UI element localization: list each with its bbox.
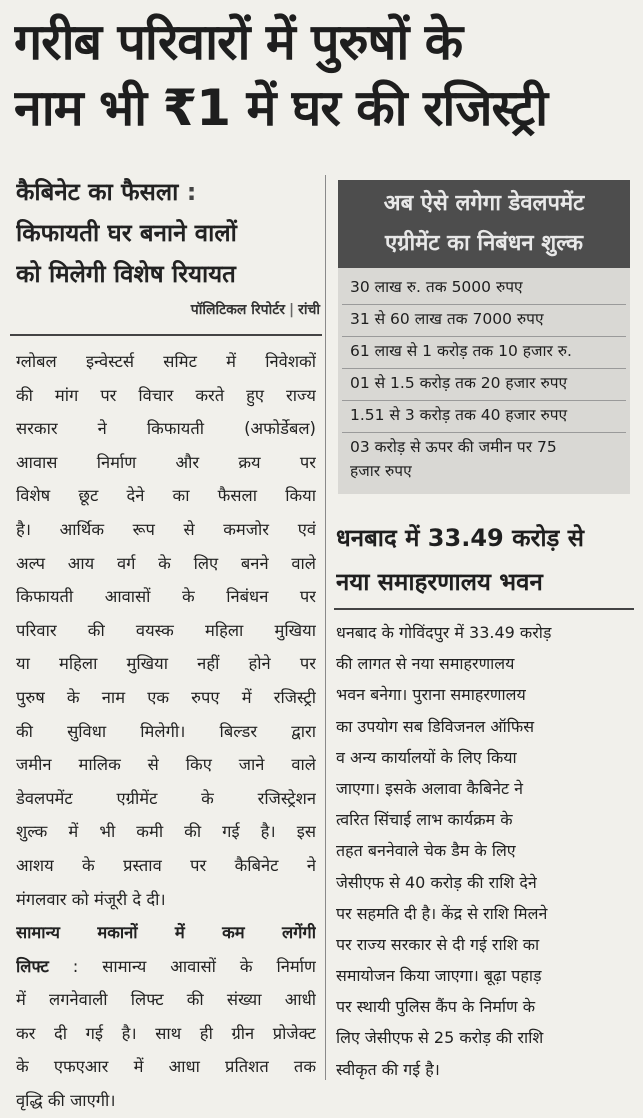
fee-divider bbox=[342, 432, 626, 433]
subheadline-lead: कैबिनेट का फैसला bbox=[16, 178, 179, 206]
story-line: पुरुष के नाम एक रुपए में रजिस्ट्री bbox=[16, 687, 316, 707]
dhanbad-line: पर सहमति दी है। केंद्र से राशि मिलने bbox=[336, 903, 548, 923]
dhanbad-line: व अन्य कार्यालयों के लिए किया bbox=[336, 747, 517, 767]
dhanbad-line: पर राज्य सरकार से दी गई राशि का bbox=[336, 934, 540, 954]
lift-line bbox=[16, 950, 316, 984]
story-line: की मांग पर विचार करते हुए राज्य bbox=[16, 385, 316, 405]
story-line: सरकार ने किफायती (अफोर्डेबल) bbox=[16, 419, 316, 439]
dhanbad-line: धनबाद के गोविंदपुर में 33.49 करोड़ bbox=[336, 623, 552, 642]
byline-city: रांची bbox=[298, 302, 320, 318]
dhanbad-rule bbox=[334, 608, 634, 610]
subheadline bbox=[16, 172, 316, 295]
dhanbad-headline-line-2: नया समाहरणालय भवन bbox=[336, 568, 543, 596]
dhanbad-line: लिए जेसीएफ से 25 करोड़ की राशि bbox=[336, 1028, 544, 1048]
byline-separator: | bbox=[289, 302, 295, 318]
dhanbad-line: पर स्थायी पुलिस कैंप के निर्माण के bbox=[336, 997, 535, 1017]
story-line: आवास निर्माण और क्रय पर bbox=[16, 452, 316, 472]
byline-rule bbox=[10, 334, 322, 336]
fee-divider bbox=[342, 400, 626, 401]
lift-lead: सामान्य मकानों में कम लगेंगी bbox=[16, 923, 316, 943]
subheadline-line-2: किफायती घर बनाने वालों bbox=[16, 219, 237, 247]
dhanbad-line: तहत बननेवाले चेक डैम के लिए bbox=[336, 841, 516, 861]
byline bbox=[16, 300, 320, 319]
dhanbad-line: जेसीएफ से 40 करोड़ की राशि देने bbox=[336, 872, 537, 892]
story-line: आशय के प्रस्ताव पर कैबिनेट ने bbox=[16, 855, 316, 875]
dhanbad-headline bbox=[336, 516, 634, 604]
dhanbad-headline-line-1: धनबाद में 33.49 करोड़ से bbox=[336, 524, 584, 552]
dhanbad-story bbox=[336, 617, 632, 1085]
lift-subhead bbox=[16, 916, 316, 950]
fee-item: हजार रुपए bbox=[350, 462, 412, 480]
story-line: है। आर्थिक रूप से कमजोर एवं bbox=[16, 519, 316, 539]
fee-divider bbox=[342, 368, 626, 369]
story-line: की सुविधा मिलेगी। बिल्डर द्वारा bbox=[16, 721, 316, 741]
subheadline-line-3: को मिलेगी विशेष रियायत bbox=[16, 260, 236, 288]
subheadline-line-1 bbox=[16, 172, 316, 213]
story-line: परिवार की वयस्क महिला मुखिया bbox=[16, 620, 316, 640]
lift-colon: : bbox=[72, 956, 79, 976]
fee-item: 31 से 60 लाख तक 7000 रुपए bbox=[350, 310, 544, 328]
dhanbad-line: स्वीकृत की गई है। bbox=[336, 1059, 440, 1079]
lift-line: के एफएआर में आधा प्रतिशत तक bbox=[16, 1057, 316, 1077]
dhanbad-line: की लागत से नया समाहरणालय bbox=[336, 654, 515, 674]
headline bbox=[14, 10, 629, 142]
fee-item: 03 करोड़ से ऊपर की जमीन पर 75 bbox=[350, 438, 557, 456]
story-line: शुल्क में भी कमी की गई है। इस bbox=[16, 822, 316, 842]
headline-line-2: नाम भी ₹1 में घर की रजिस्ट्री bbox=[14, 79, 548, 137]
byline-reporter: पॉलिटिकल रिपोर्टर bbox=[190, 302, 285, 318]
fee-box-title bbox=[338, 180, 630, 268]
story-line: जमीन मालिक से किए जाने वाले bbox=[16, 755, 316, 775]
fee-box-title-line-1: अब ऐसे लगेगा डेवलपमेंट bbox=[383, 191, 585, 216]
subheadline-colon: : bbox=[186, 178, 197, 206]
fee-divider bbox=[342, 336, 626, 337]
headline-line-1: गरीब परिवारों में पुरुषों के bbox=[14, 13, 463, 71]
story-line: ग्लोबल इन्वेस्टर्स समिट में निवेशकों bbox=[16, 352, 316, 371]
column-divider bbox=[325, 175, 326, 1080]
lift-text: सामान्य आवासों के निर्माण bbox=[102, 956, 316, 976]
main-story bbox=[16, 345, 316, 1118]
story-line: विशेष छूट देने का फैसला किया bbox=[16, 486, 316, 506]
story-line: डेवलपमेंट एग्रीमेंट के रजिस्ट्रेशन bbox=[16, 788, 316, 808]
lift-lead-2: लिफ्ट bbox=[16, 956, 49, 976]
story-line: मंगलवार को मंजूरी दे दी। bbox=[16, 889, 166, 909]
fee-item: 1.51 से 3 करोड़ तक 40 हजार रुपए bbox=[350, 406, 568, 424]
story-line: या महिला मुखिया नहीं होने पर bbox=[16, 654, 316, 674]
lift-line: में लगनेवाली लिफ्ट की संख्या आधी bbox=[16, 990, 316, 1010]
story-line: अल्प आय वर्ग के लिए बनने वाले bbox=[16, 553, 316, 573]
dhanbad-line: समायोजन किया जाएगा। बूढ़ा पहाड़ bbox=[336, 966, 542, 986]
dhanbad-line: त्वरित सिंचाई लाभ कार्यक्रम के bbox=[336, 810, 513, 830]
dhanbad-line: जाएगा। इसके अलावा कैबिनेट ने bbox=[336, 778, 524, 798]
fee-item: 30 लाख रु. तक 5000 रुपए bbox=[350, 278, 523, 296]
fee-item: 61 लाख से 1 करोड़ तक 10 हजार रु. bbox=[350, 342, 572, 360]
story-line: किफायती आवासों के निबंधन पर bbox=[16, 587, 316, 607]
dhanbad-line: का उपयोग सब डिविजनल ऑफिस bbox=[336, 716, 535, 736]
lift-line: वृद्धि की जाएगी। bbox=[16, 1091, 116, 1111]
lift-line: कर दी गई है। साथ ही ग्रीन प्रोजेक्ट bbox=[16, 1023, 316, 1043]
fee-box-title-line-2: एग्रीमेंट का निबंधन शुल्क bbox=[384, 231, 584, 256]
fee-item: 01 से 1.5 करोड़ तक 20 हजार रुपए bbox=[350, 374, 568, 392]
dhanbad-line: भवन बनेगा। पुराना समाहरणालय bbox=[336, 685, 526, 705]
fee-divider bbox=[342, 304, 626, 305]
